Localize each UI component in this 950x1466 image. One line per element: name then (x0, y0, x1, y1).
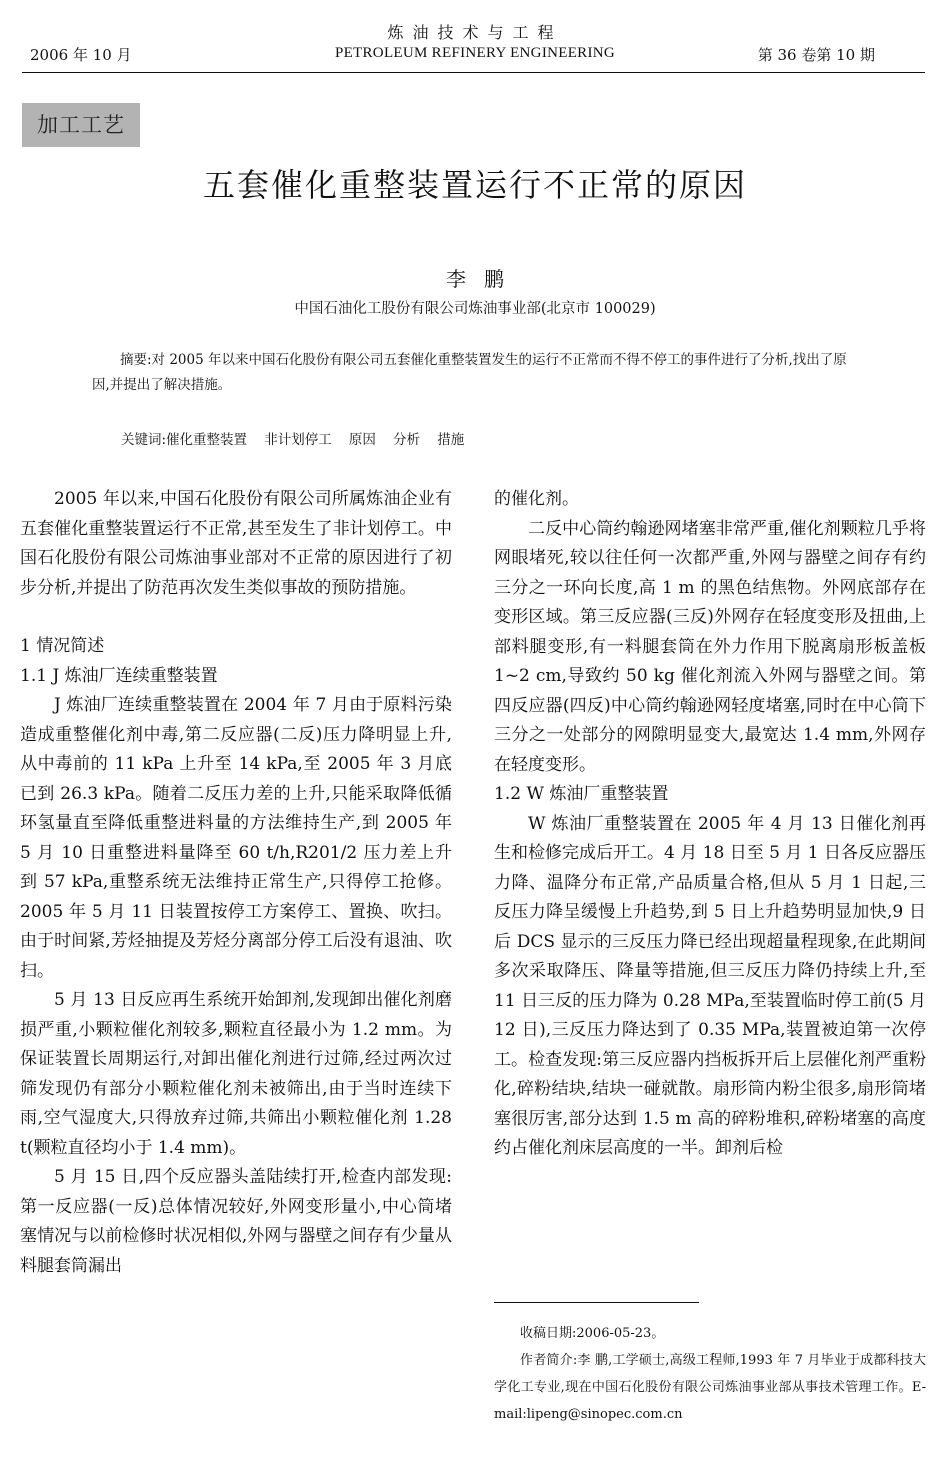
section-heading: 1 情况简述 (20, 636, 105, 656)
author-affiliation: 中国石油化工股份有限公司炼油事业部(北京市 100029) (294, 301, 656, 317)
received-date: 收稿日期:2006-05-23。 (520, 1326, 665, 1341)
body-paragraph: 5 月 15 日,四个反应器头盖陆续打开,检查内部发现:第一反应器(一反)总体情况较好,外网变形量小,中心筒堵塞情况与以前检修时状况相似,外网与器壁之间存有少量从料腿套筒漏出 (20, 1167, 452, 1276)
body-paragraph: W 炼油厂重整装置在 2005 年 4 月 13 日催化剂再生和检修完成后开工。4 月 18 日至 5 月 1 日各反应器压力降、温降分布正常,产品质量合格,但从 5 月 1 日起,三反压力降呈缓慢上升趋势,到 5 日上升趋势明显加快,9 日后 DCS 显示的三反压力降已经出现超量程现象,在此期间多次采取降压、降量等措施,但三反压力降仍持续上升,至 11 日三反的压力降为 0.28 MPa,至装置临时停工前(5 月 12 日),三反压力降达到了 0.35 MPa,装置被迫第一次停工。检查发现:第三反应器内挡板拆开后上层催化剂严重粉化,碎粉结块,结块一碰就散。扇形筒内粉尘很多,扇形筒堵塞很厉害,部分达到 1.5 m 高的碎粉堆积,碎粉堵塞的高度约占催化剂床层高度的一半。卸剂后检 (494, 813, 926, 1158)
author-bio: 作者简介:李 鹏,工学硕士,高级工程师,1993 年 7 月毕业于成都科技大学化工专业,现在中国石化股份有限公司炼油事业部从事技术管理工作。E-mail:lipeng@sinopec.com.cn (494, 1353, 926, 1422)
section-tag: 加工工艺 (22, 103, 140, 147)
volume-issue: 第 36 卷第 10 期 (757, 46, 875, 64)
body-column-left (20, 485, 452, 1281)
journal-name-english: PETROLEUM REFINERY ENGINEERING (334, 45, 616, 61)
body-paragraph-continued: 的催化剂。 (494, 489, 579, 509)
footnote-rule (494, 1302, 699, 1303)
issue-date: 2006 年 10 月 (30, 46, 132, 64)
author-name: 李鹏 (446, 267, 522, 291)
body-paragraph: J 炼油厂连续重整装置在 2004 年 7 月由于原料污染造成重整催化剂中毒,第二反应器(二反)压力降明显上升,从中毒前的 11 kPa 上升至 14 kPa,至 2005 年 3 月底已到 26.3 kPa。随着二反压力差的上升,只能采取降低循环氢量直至降低重整进料量的方法维持生产,到 2005 年 5 月 10 日重整进料量降至 60 t/h,R201/2 压力差上升到 57 kPa,重整系统无法维持正常生产,只得停工抢修。2005 年 5 月 11 日装置按停工方案停工、置换、吹扫。由于时间紧,芳烃抽提及芳烃分离部分停工后没有退油、吹扫。 (20, 695, 452, 981)
intro-paragraph: 2005 年以来,中国石化股份有限公司所属炼油企业有五套催化重整装置运行不正常,甚至发生了非计划停工。中国石化股份有限公司炼油事业部对不正常的原因进行了初步分析,并提出了防范再次发生类似事故的预防措施。 (20, 489, 452, 598)
subsection-heading: 1.1 J 炼油厂连续重整装置 (20, 665, 218, 686)
header-rule (22, 72, 925, 73)
body-paragraph: 二反中心筒约翰逊网堵塞非常严重,催化剂颗粒几乎将网眼堵死,较以往任何一次都严重,外网与器壁之间存有约三分之一环向长度,高 1 m 的黑色结焦物。外网底部存在变形区域。第三反应器(三反)外网存在轻度变形及扭曲,上部料腿变形,有一料腿套筒在外力作用下脱离扇形板盖板 1~2 cm,导致约 50 kg 催化剂流入外网与器壁之间。第四反应器(四反)中心筒约翰逊网轻度堵塞,同时在中心筒下三分之一处部分的网隙明显变大,最宽达 1.4 mm,外网存在轻度变形。 (494, 518, 926, 775)
body-paragraph: 5 月 13 日反应再生系统开始卸剂,发现卸出催化剂磨损严重,小颗粒催化剂较多,颗粒直径最小为 1.2 mm。为保证装置长周期运行,对卸出催化剂进行过筛,经过两次过筛发现仍有部分小颗粒催化剂未被筛出,由于当时连续下雨,空气湿度大,只得放弃过筛,共筛出小颗粒催化剂 1.28 t(颗粒直径均小于 1.4 mm)。 (20, 990, 452, 1158)
footnote (494, 1320, 926, 1428)
body-column-right (494, 485, 926, 1164)
journal-name-chinese: 炼油技术与工程 (387, 23, 563, 42)
abstract: 摘要:对 2005 年以来中国石化股份有限公司五套催化重整装置发生的运行不正常而不得不停工的事件进行了分析,找出了原因,并提出了解决措施。 (92, 352, 847, 393)
subsection-heading: 1.2 W 炼油厂重整装置 (494, 784, 669, 804)
article-title: 五套催化重整装置运行不正常的原因 (202, 166, 747, 204)
keywords: 关键词:催化重整装置 非计划停工 原因 分析 措施 (121, 432, 465, 448)
